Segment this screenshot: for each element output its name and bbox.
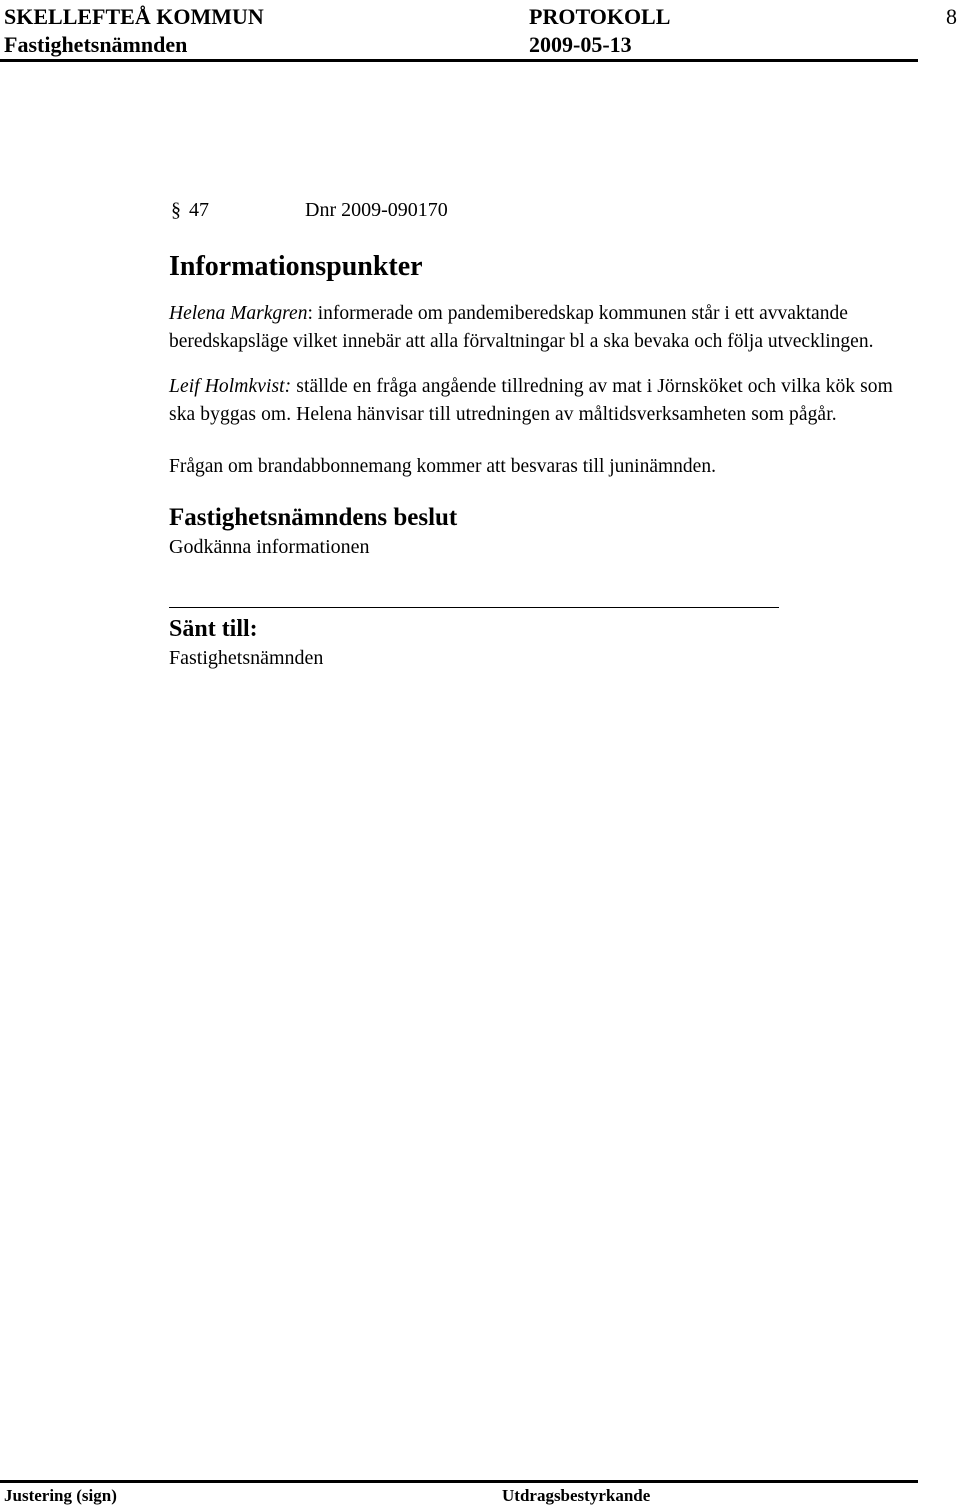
speaker-name: Helena Markgren — [169, 303, 308, 324]
speaker-name: Leif Holmkvist: — [169, 376, 292, 397]
section-title: Informationspunkter — [169, 251, 423, 282]
info-text: ställde en fråga angående tillredning av mat i Jörnsköket och vilka kök som ska byggas om. Helena hänvisar till utredningen av måltidsverksamheten som pågår. — [169, 376, 893, 425]
footer-utdragsbestyrkande: Utdragsbestyrkande — [502, 1486, 651, 1505]
document-body — [169, 196, 909, 672]
footer-justering: Justering (sign) — [4, 1486, 117, 1505]
organization-name: SKELLEFTEÅ KOMMUN — [4, 4, 264, 29]
section-sign: § — [171, 199, 181, 221]
board-name: Fastighetsnämnden — [4, 32, 188, 57]
info-text: : informerade om pandemiberedskap kommunen står i ett avvaktande beredskapsläge vilket innebär att alla förvaltningar bl a ska bevaka och följa utvecklingen. — [169, 303, 874, 352]
sent-to-heading: Sänt till: — [169, 616, 258, 642]
info-item — [169, 373, 909, 429]
diary-number: Dnr 2009-090170 — [305, 199, 448, 221]
header-rule — [0, 59, 918, 62]
decision-text: Godkänna informationen — [169, 536, 370, 558]
decision-heading: Fastighetsnämndens beslut — [169, 504, 458, 531]
page-number: 8 — [946, 4, 957, 29]
document-type: PROTOKOLL — [529, 4, 671, 29]
info-item — [169, 300, 909, 356]
paragraph-number: 47 — [189, 199, 209, 221]
sent-to-recipient: Fastighetsnämnden — [169, 647, 324, 669]
meeting-date: 2009-05-13 — [529, 32, 632, 57]
note-text: Frågan om brandabbonnemang kommer att besvaras till juninämnden. — [169, 456, 716, 477]
separator-line — [169, 607, 779, 608]
footer-rule — [0, 1480, 918, 1483]
paragraph-reference — [169, 196, 909, 224]
